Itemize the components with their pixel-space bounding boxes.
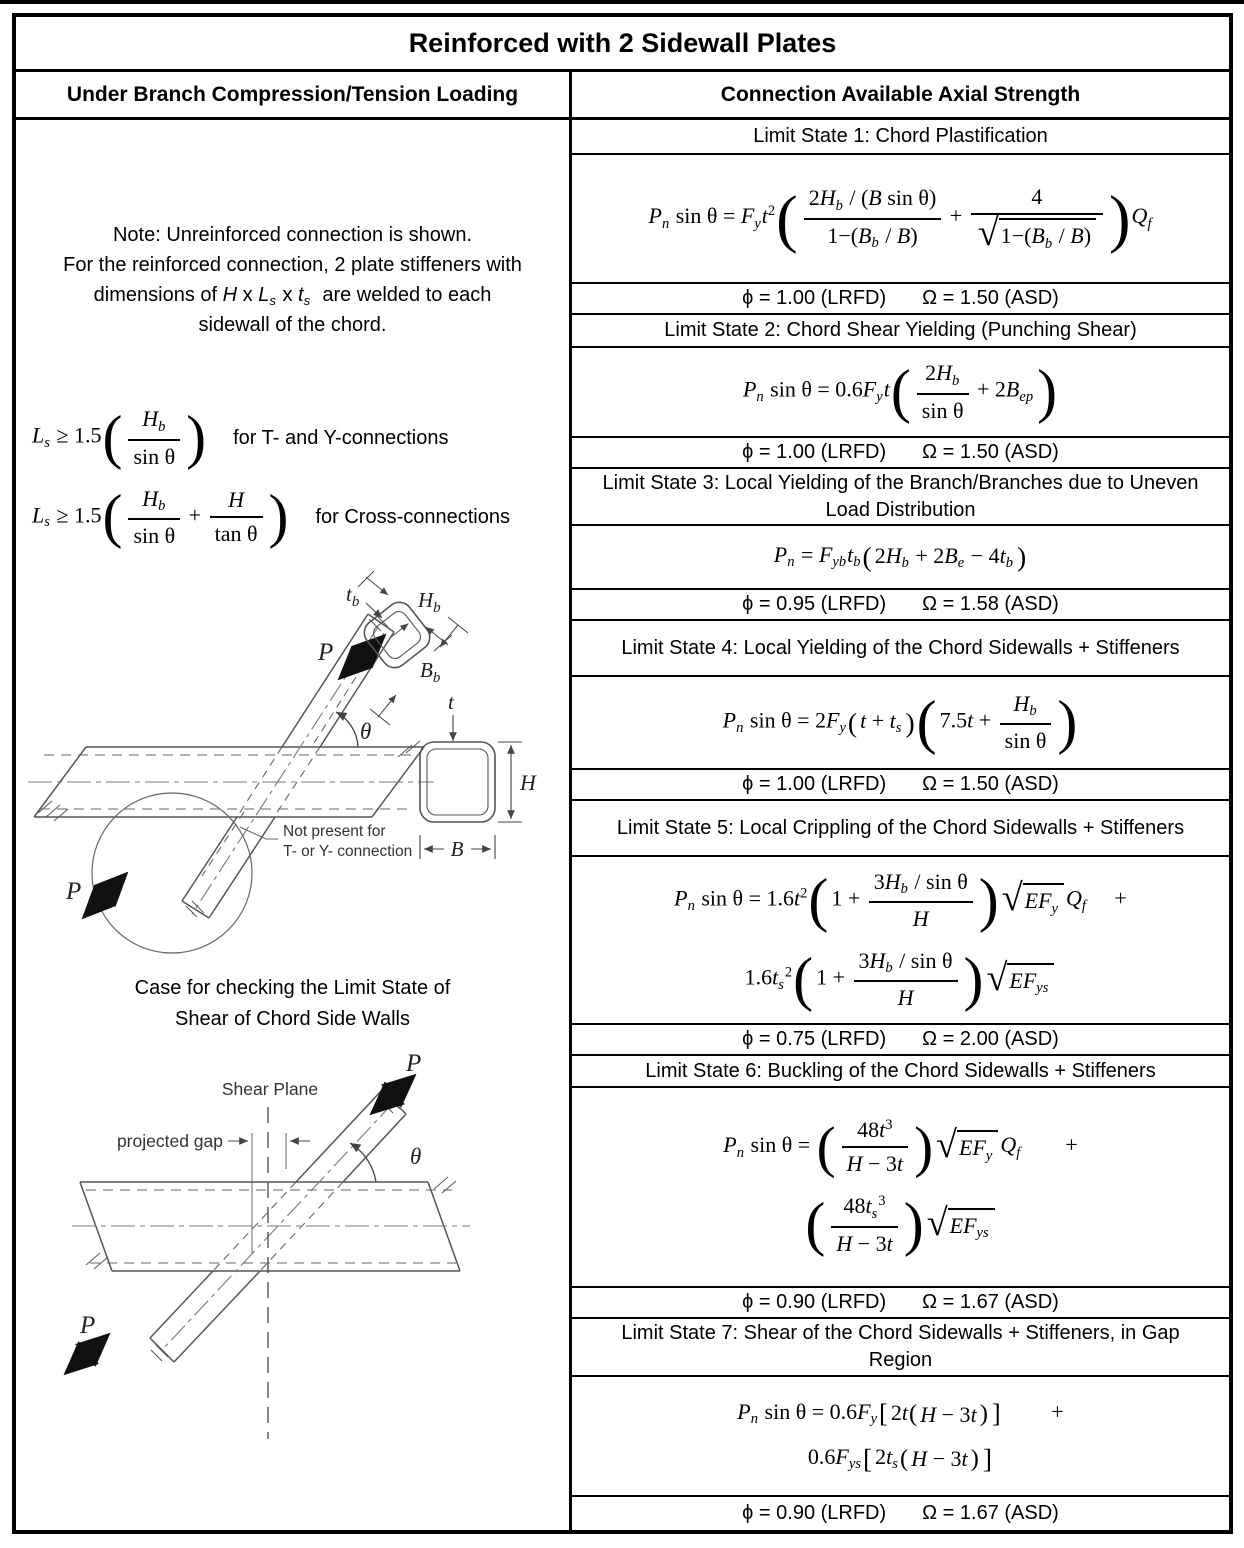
t-label: t	[448, 689, 454, 714]
phi-lrfd-value: ϕ = 1.00 (LRFD)	[742, 287, 887, 309]
limit-state-formula: Pn sin θ = 0.6Fyt ( $\frac{2Hb}{\text{sin θ}}$ + 2Bep )	[572, 348, 1229, 438]
load-label-lower: P	[66, 877, 82, 905]
phi-lrfd-value: ϕ = 0.75 (LRFD)	[742, 1028, 887, 1050]
projected-gap-label: projected gap	[116, 1130, 223, 1151]
limit-state-title: Limit State 4: Local Yielding of the Chord Sidewalls + Stiffeners	[572, 621, 1229, 677]
left-column-header: Under Branch Compression/Tension Loading	[16, 72, 572, 117]
shear-case-caption: Case for checking the Limit State of Shear of Chord Side Walls	[134, 976, 451, 1030]
limit-states	[572, 120, 1229, 1530]
shear-plane-diagram	[20, 1049, 565, 1445]
limit-state-formula: Pn $\sin \theta = 1.6t^2$ ( 1 + $\frac{\text{3Hb / sin θ}}{H}$ ) √ EFy Qf + $1.6ts^2$ ( 1 + $\frac{\text{3Hb / sin θ}}{H}$ ) √ EFys	[572, 857, 1229, 1025]
chord2-hatch	[86, 1177, 456, 1269]
phi-omega-row	[572, 1025, 1229, 1056]
length-req-ty	[32, 406, 510, 469]
phi-lrfd-value: ϕ = 0.90 (LRFD)	[742, 1291, 887, 1313]
circle-note-line1: Not present for	[283, 822, 386, 840]
right-column	[572, 120, 1229, 1530]
limit-state-title: Limit State 1: Chord Plastification	[572, 120, 1229, 155]
load-arrow-lower	[84, 874, 126, 917]
omega-asd-value: Ω = 1.67 (ASD)	[922, 1502, 1059, 1524]
phi-omega-row	[572, 438, 1229, 469]
Hb-label: $H_b$	[418, 587, 441, 616]
load2-arrow-lower	[66, 1335, 108, 1373]
phi-lrfd-value: ϕ = 0.90 (LRFD)	[742, 1502, 887, 1524]
omega-asd-value: Ω = 1.67 (ASD)	[922, 1291, 1059, 1313]
phi-omega-row	[572, 1288, 1229, 1319]
page-top-rule	[0, 0, 1244, 4]
phi-lrfd-value: ϕ = 1.00 (LRFD)	[742, 441, 887, 463]
right-column-header: Connection Available Axial Strength	[720, 82, 1081, 106]
length-req-cross-formula: Ls ≥ 1.5 ( $\frac{Hb}{\text{sin θ}}$ + $\frac{H}{\text{tan θ}}$ )	[32, 483, 289, 550]
length-req-ty-formula: Ls ≥ 1.5 ( $\frac{Hb}{\text{sin θ}}$ )	[32, 404, 207, 471]
limit-state-formula: Pn sin θ = 2Fy ( t + ts ) ( 7.5t + $\frac{Hb}{\text{sin θ}}$ )	[572, 677, 1229, 770]
circle-note-line2: T- or Y- connection	[283, 842, 413, 860]
phi-omega-row	[572, 770, 1229, 801]
limit-state-title: Limit State 7: Shear of the Chord Sidewalls + Stiffeners, in Gap Region	[572, 1319, 1229, 1377]
limit-state-title: Limit State 3: Local Yielding of the Branch/Branches due to Uneven Load Distribution	[572, 469, 1229, 526]
limit-state-title: Limit State 5: Local Crippling of the Chord Sidewalls + Stiffeners	[572, 801, 1229, 857]
Bb-label: $B_b$	[420, 657, 441, 686]
limit-state-formula: Pn sin θ = Fyt$^2$ ( $\frac{\text{2Hb / (B sin θ)}}{1-(Bb / B)}$ + 4 √ 1−(Bb / B) ) Qf	[572, 155, 1229, 284]
length-req-cross-label: for Cross-connections	[315, 505, 510, 528]
stiffener-length-requirements	[16, 406, 510, 564]
omega-asd-value: Ω = 1.50 (ASD)	[922, 441, 1059, 463]
omega-asd-value: Ω = 1.50 (ASD)	[922, 773, 1059, 795]
omega-asd-value: Ω = 1.50 (ASD)	[922, 287, 1059, 309]
design-table	[12, 13, 1233, 1534]
phi-lrfd-value: ϕ = 1.00 (LRFD)	[742, 773, 887, 795]
theta2-label: θ	[410, 1143, 422, 1169]
B-label: B	[450, 836, 464, 861]
branch-outline	[182, 614, 394, 918]
theta2-arc	[350, 1143, 376, 1182]
limit-state-formula: Pn sin θ = 0.6Fy [ 2t ( H − 3t ) ] + 0.6Fys [ 2ts ( H − 3t ) ]	[572, 1377, 1229, 1497]
length-req-cross	[32, 483, 510, 550]
H-label: H	[520, 769, 536, 795]
length-req-ty-label: for T- and Y-connections	[233, 426, 449, 449]
left-column	[16, 120, 572, 1530]
phi-omega-row	[572, 1497, 1229, 1530]
connection-diagram	[20, 565, 565, 963]
load2-label-lower: P	[80, 1311, 96, 1339]
limit-state-formula: Pn = Fybtb ( 2Hb + 2Be − 4tb )	[572, 526, 1229, 590]
limit-state-title: Limit State 2: Chord Shear Yielding (Punching Shear)	[572, 315, 1229, 348]
note-leader	[240, 827, 278, 839]
phi-omega-row	[572, 590, 1229, 621]
H-dim	[498, 742, 522, 822]
column-headers	[16, 72, 1229, 120]
phi-omega-row	[572, 284, 1229, 315]
phi-lrfd-value: ϕ = 0.95 (LRFD)	[742, 593, 887, 615]
tb-leader	[366, 603, 382, 618]
shear-plane-label: Shear Plane	[221, 1078, 319, 1099]
omega-asd-value: Ω = 1.58 (ASD)	[922, 593, 1059, 615]
load-label-upper: P	[318, 638, 334, 666]
theta-label: θ	[360, 718, 372, 744]
tb-label: $t_b$	[346, 581, 360, 610]
table-title: Reinforced with 2 Sidewall Plates	[16, 17, 1229, 72]
load2-label-upper: P	[406, 1049, 422, 1077]
limit-state-formula: Pn sin θ = ( $\frac{48t^3}{H - 3t}$ ) √ EFy Qf + ( $\frac{48ts^3}{H - 3t}$ ) √ EFys	[572, 1088, 1229, 1288]
limit-state-title: Limit State 6: Buckling of the Chord Sidewalls + Stiffeners	[572, 1056, 1229, 1088]
omega-asd-value: Ω = 2.00 (ASD)	[922, 1028, 1059, 1050]
note-text: Note: Unreinforced connection is shown. For the reinforced connection, 2 plate stiffeners with dimensions of H x Ls x ts are welded to each sidewall of the chord.	[63, 224, 522, 337]
